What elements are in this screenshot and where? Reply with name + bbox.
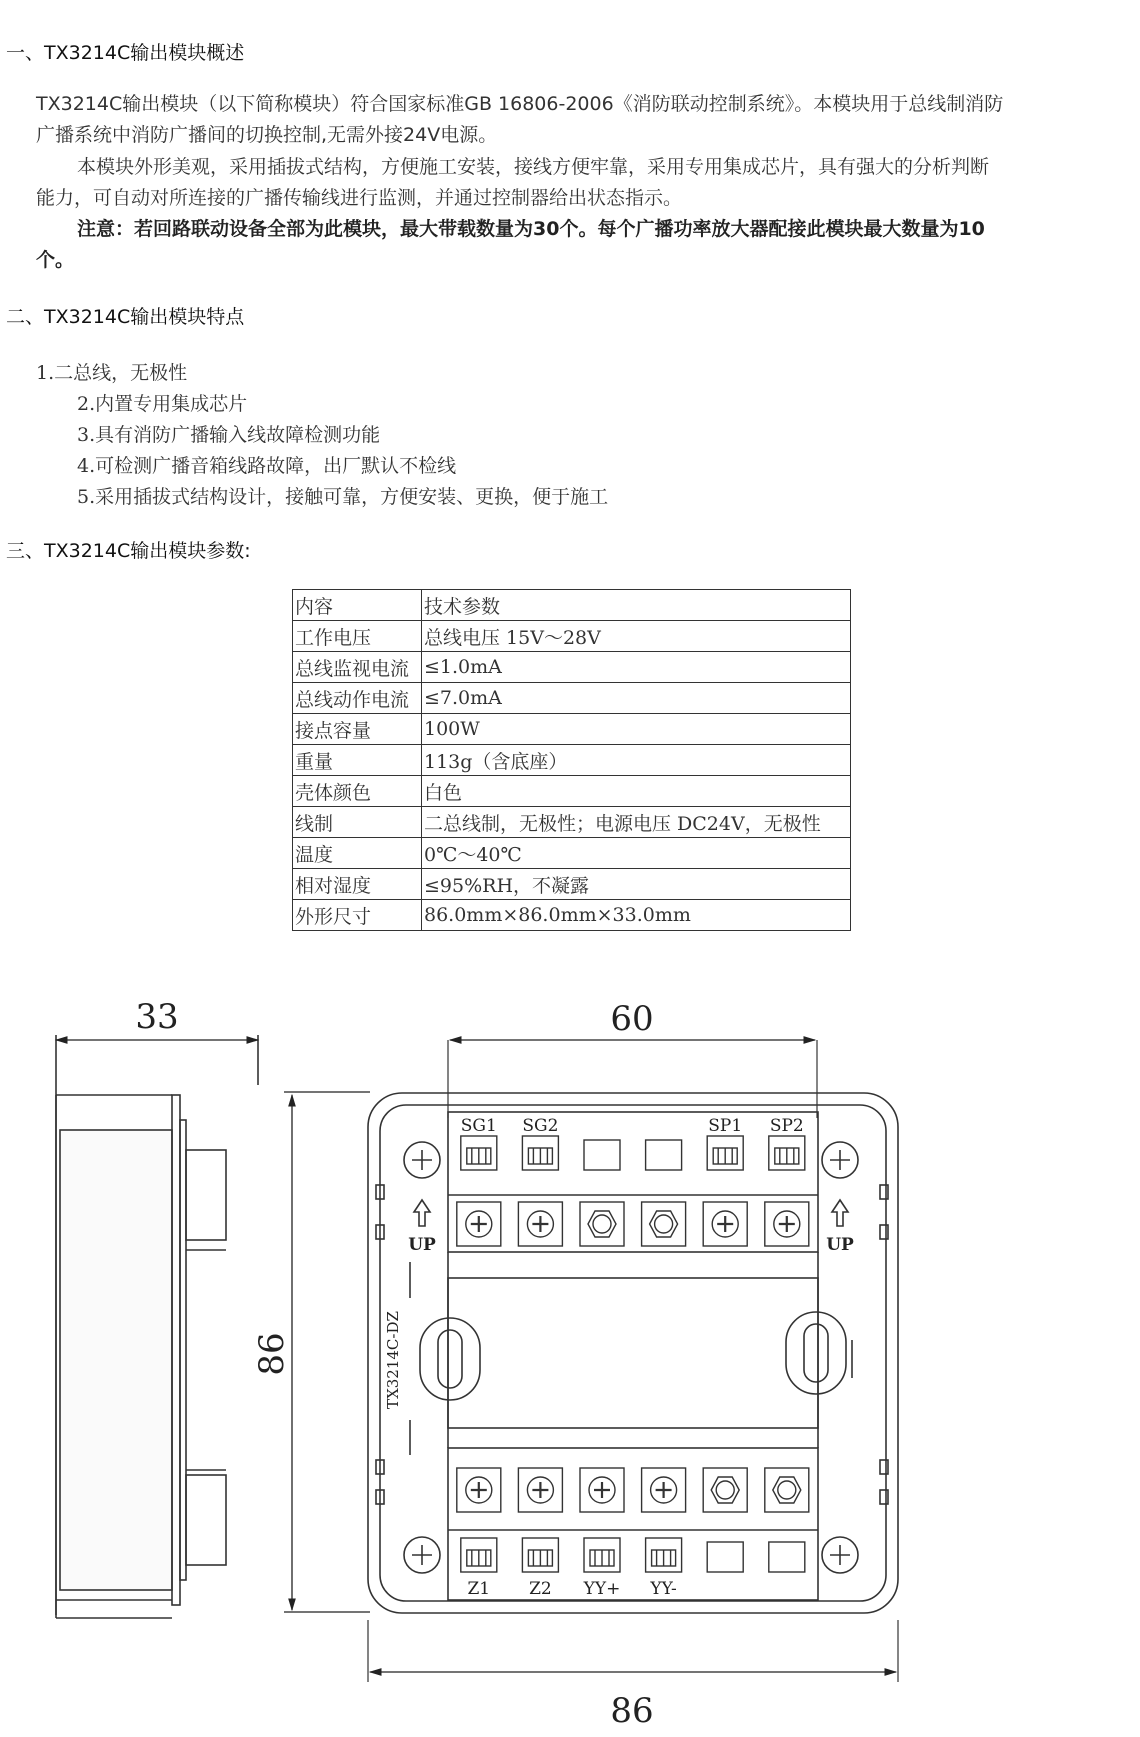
overview-line2: 广播系统中消防广播间的切换控制,无需外接24V电源。 [36, 124, 498, 146]
feature-item: 4.可检测广播音箱线路故障，出厂默认不检线 [77, 455, 457, 477]
table-cell: 86.0mm×86.0mm×33.0mm [422, 900, 851, 931]
terminal-cell [457, 1116, 501, 1246]
section2-heading: 二、TX3214C输出模块特点 [6, 306, 245, 328]
terminal-label: Z2 [529, 1579, 552, 1599]
front-view [368, 1040, 898, 1682]
table-cell: ≤7.0mA [422, 683, 851, 714]
table-cell: 内容 [293, 590, 422, 621]
overview-line1: TX3214C输出模块（以下简称模块）符合国家标准GB 16806-2006《消防联动控制系统》。本模块用于总线制消防 [36, 93, 1004, 115]
dim-terminal-span-label: 60 [610, 999, 654, 1039]
feature-item: 5.采用插拔式结构设计，接触可靠，方便安装、更换，便于施工 [77, 486, 609, 508]
height-dimension [284, 1092, 370, 1612]
table-cell: 100W [422, 714, 851, 745]
table-cell: 壳体颜色 [293, 776, 422, 807]
note-line2: 个。 [36, 249, 75, 271]
table-cell: 温度 [293, 838, 422, 869]
design-line1: 本模块外形美观，采用插拔式结构，方便施工安装，接线方便牢靠，采用专用集成芯片，具有强大的分析判断 [77, 156, 990, 178]
table-cell: 重量 [293, 745, 422, 776]
terminal-label: Z1 [467, 1579, 491, 1599]
section3-heading: 三、TX3214C输出模块参数: [6, 540, 251, 562]
terminal-cell [642, 1468, 686, 1599]
terminal-cell [703, 1468, 747, 1572]
module-dimension-drawing [0, 960, 1140, 1737]
table-row [293, 652, 851, 683]
table-cell: 0℃～40℃ [422, 838, 851, 869]
up-label-left: UP [408, 1235, 436, 1255]
table-row [293, 838, 851, 869]
table-cell: ≤1.0mA [422, 652, 851, 683]
terminal-cell [703, 1116, 747, 1246]
terminal-label: SP1 [708, 1116, 743, 1136]
terminal-cell [642, 1140, 686, 1246]
feature-item: 1.二总线，无极性 [36, 362, 188, 384]
table-row [293, 683, 851, 714]
terminal-cell [518, 1116, 562, 1246]
feature-item: 2.内置专用集成芯片 [77, 393, 248, 415]
table-row [293, 745, 851, 776]
model-label: TX3214C-DZ [384, 1311, 402, 1409]
terminal-cell [580, 1140, 624, 1246]
table-row [293, 900, 851, 931]
side-view [56, 1035, 258, 1618]
table-cell: 线制 [293, 807, 422, 838]
table-cell: ≤95%RH，不凝露 [422, 869, 851, 900]
top-terminal-row [457, 1116, 809, 1246]
section1-heading: 一、TX3214C输出模块概述 [6, 42, 245, 64]
terminal-label: SP2 [769, 1116, 804, 1136]
feature-item: 3.具有消防广播输入线故障检测功能 [77, 424, 381, 446]
dim-depth-label: 33 [135, 997, 179, 1037]
terminal-label: YY+ [583, 1579, 621, 1599]
table-cell: 相对湿度 [293, 869, 422, 900]
table-row [293, 590, 851, 621]
table-cell: 接点容量 [293, 714, 422, 745]
dim-height-label: 86 [252, 1332, 292, 1376]
up-label-right: UP [826, 1235, 854, 1255]
table-cell: 二总线制，无极性；电源电压 DC24V，无极性 [422, 807, 851, 838]
table-cell: 总线电压 15V～28V [422, 621, 851, 652]
dim-width-label: 86 [610, 1691, 654, 1731]
terminal-cell [580, 1468, 624, 1599]
table-row [293, 714, 851, 745]
table-cell: 总线动作电流 [293, 683, 422, 714]
note-line1: 注意：若回路联动设备全部为此模块，最大带载数量为30个。每个广播功率放大器配接此模块最大数量为10 [77, 218, 985, 240]
terminal-label: YY- [650, 1579, 677, 1599]
table-cell: 外形尺寸 [293, 900, 422, 931]
table-cell: 113g（含底座） [422, 745, 851, 776]
table-cell: 白色 [422, 776, 851, 807]
design-line2: 能力，可自动对所连接的广播传输线进行监测，并通过控制器给出状态指示。 [36, 187, 683, 209]
table-row [293, 807, 851, 838]
terminal-cell [765, 1468, 809, 1572]
table-row [293, 776, 851, 807]
table-cell: 总线监视电流 [293, 652, 422, 683]
table-cell: 工作电压 [293, 621, 422, 652]
terminal-label: SG2 [522, 1116, 559, 1136]
terminal-cell [765, 1116, 809, 1246]
table-row [293, 869, 851, 900]
table-row [293, 621, 851, 652]
spec-table [292, 589, 851, 931]
bottom-terminal-row [457, 1468, 809, 1599]
terminal-cell [518, 1468, 562, 1599]
terminal-cell [457, 1468, 501, 1599]
terminal-label: SG1 [460, 1116, 497, 1136]
table-cell: 技术参数 [422, 590, 851, 621]
